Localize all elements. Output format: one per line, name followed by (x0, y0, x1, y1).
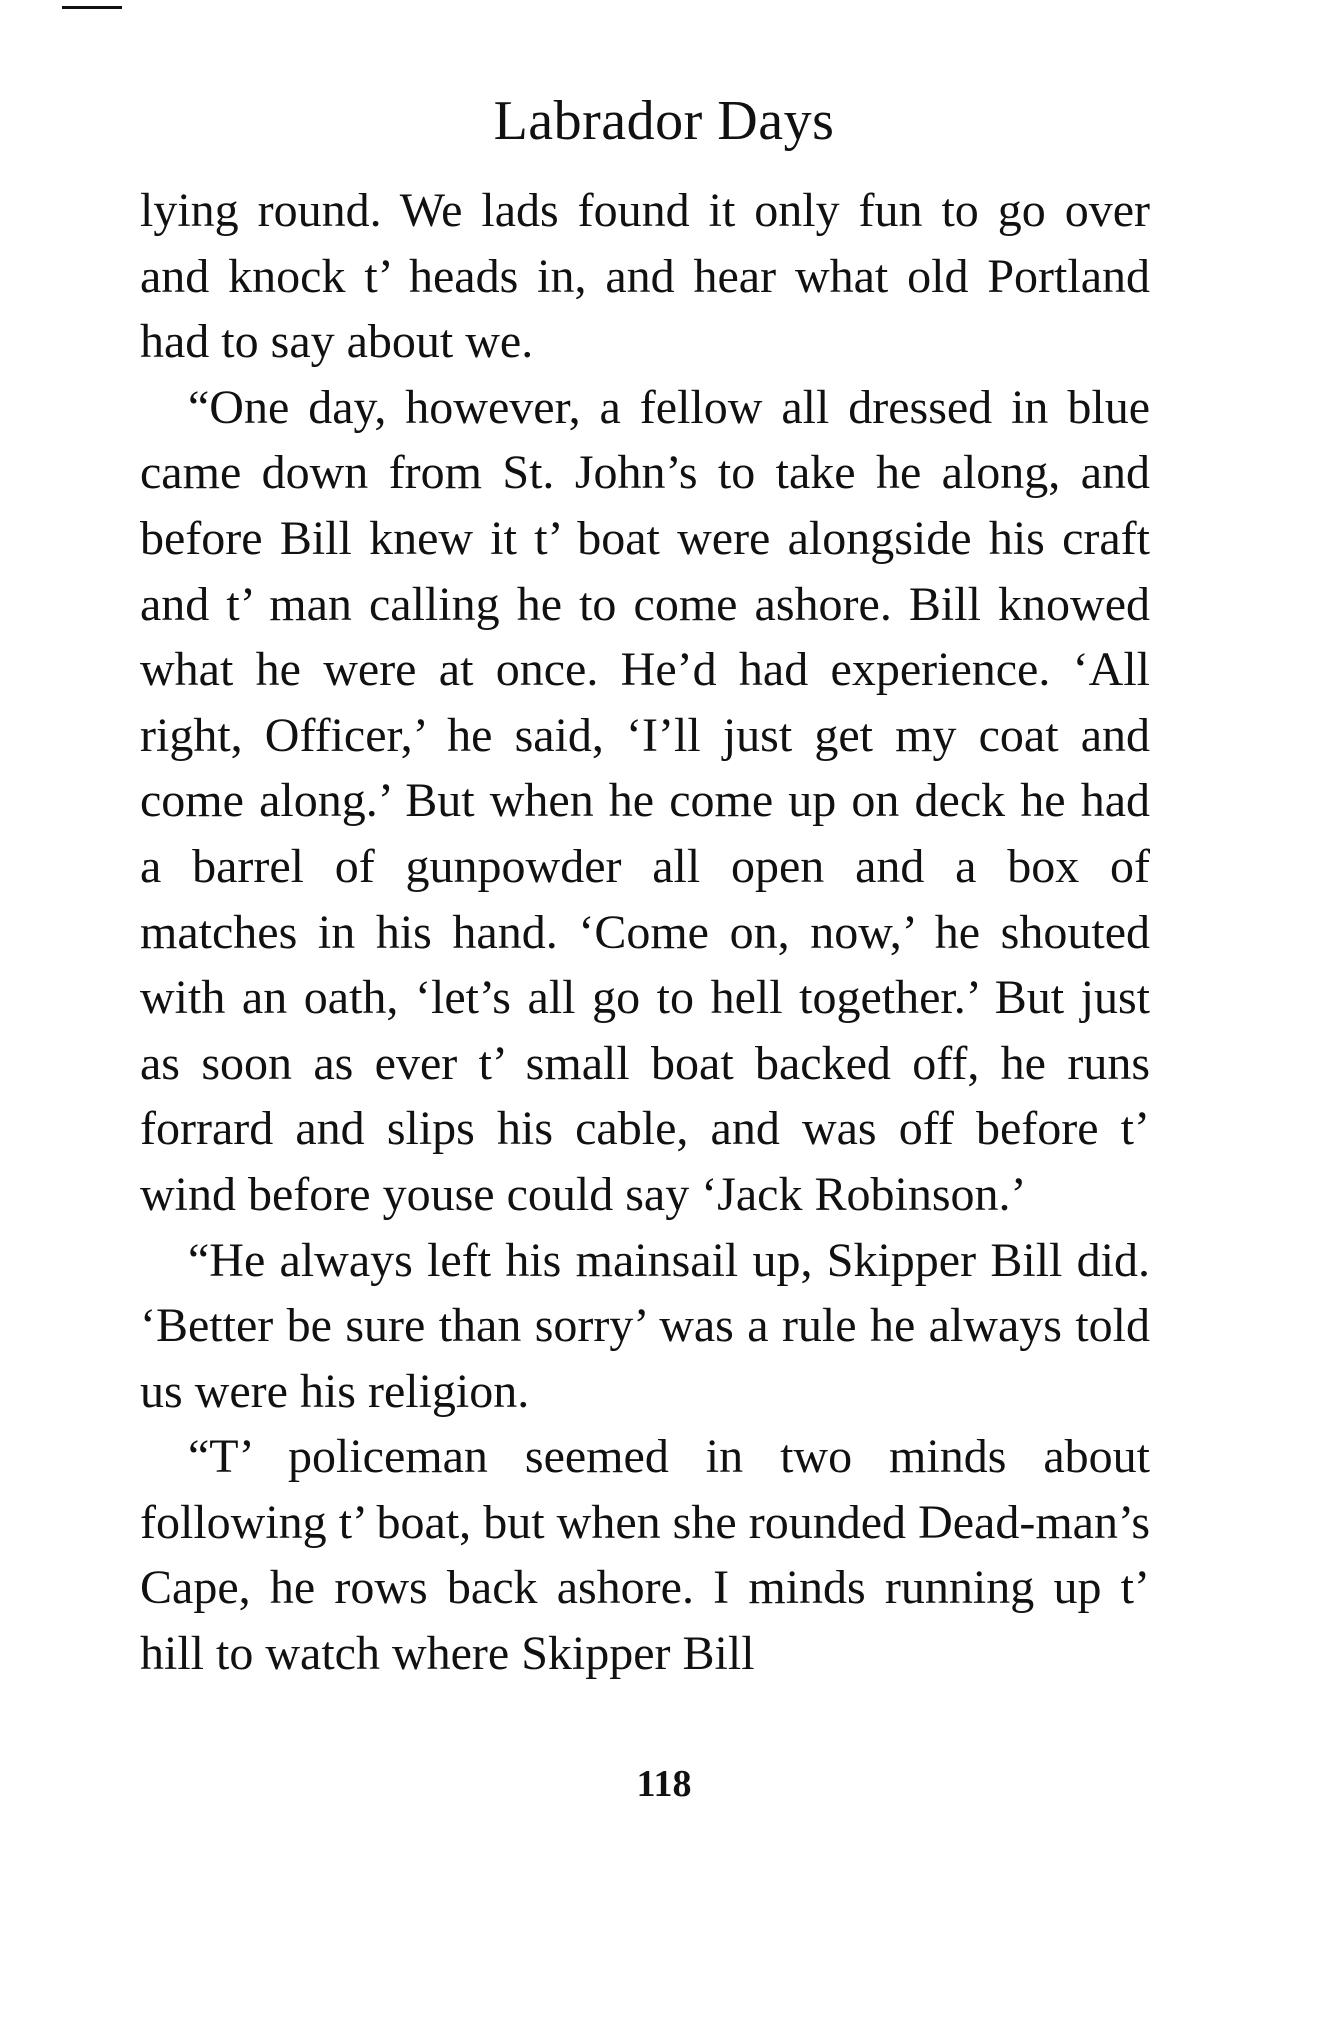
running-head: Labrador Days (493, 90, 835, 152)
paragraph-continued: lying round. We lads found it only fun to go over and knock t’ heads in, and hear what old Portland had to say about we. (140, 184, 1150, 369)
paragraph-officer: “One day, however, a fellow all dressed in blue came down from St. John’s to take he along, and before Bill knew it t’ boat were alongside his craft and t’ man calling he to come ashore. Bill knowed what he were at once. He’d had experience. ‘All right, Officer,’ he said, ‘I’ll just get my coat and come along.’ But when he come up on deck he had a barrel of gunpowder all open and a box of matches in his hand. ‘Come on, now,’ he shouted with an oath, ‘let’s all go to hell together.’ But just as soon as ever t’ small boat backed off, he runs forrard and slips his cable, and was off before t’ wind before youse could say ‘Jack Robinson.’ (140, 380, 1150, 1221)
corner-rule-mark (62, 6, 122, 9)
paragraph-policeman: “T’ policeman seemed in two minds about following t’ boat, but when she rounded Dead-man’s Cape, he rows back ashore. I minds running up t’ hill to watch where Skipper Bill (140, 1430, 1150, 1681)
paragraph-mainsail: “He always left his mainsail up, Skipper Bill did. ‘Better be sure than sorry’ was a rule he always told us were his religion. (140, 1233, 1150, 1418)
page-body (140, 178, 1150, 1687)
page-number: 118 (636, 1763, 692, 1805)
